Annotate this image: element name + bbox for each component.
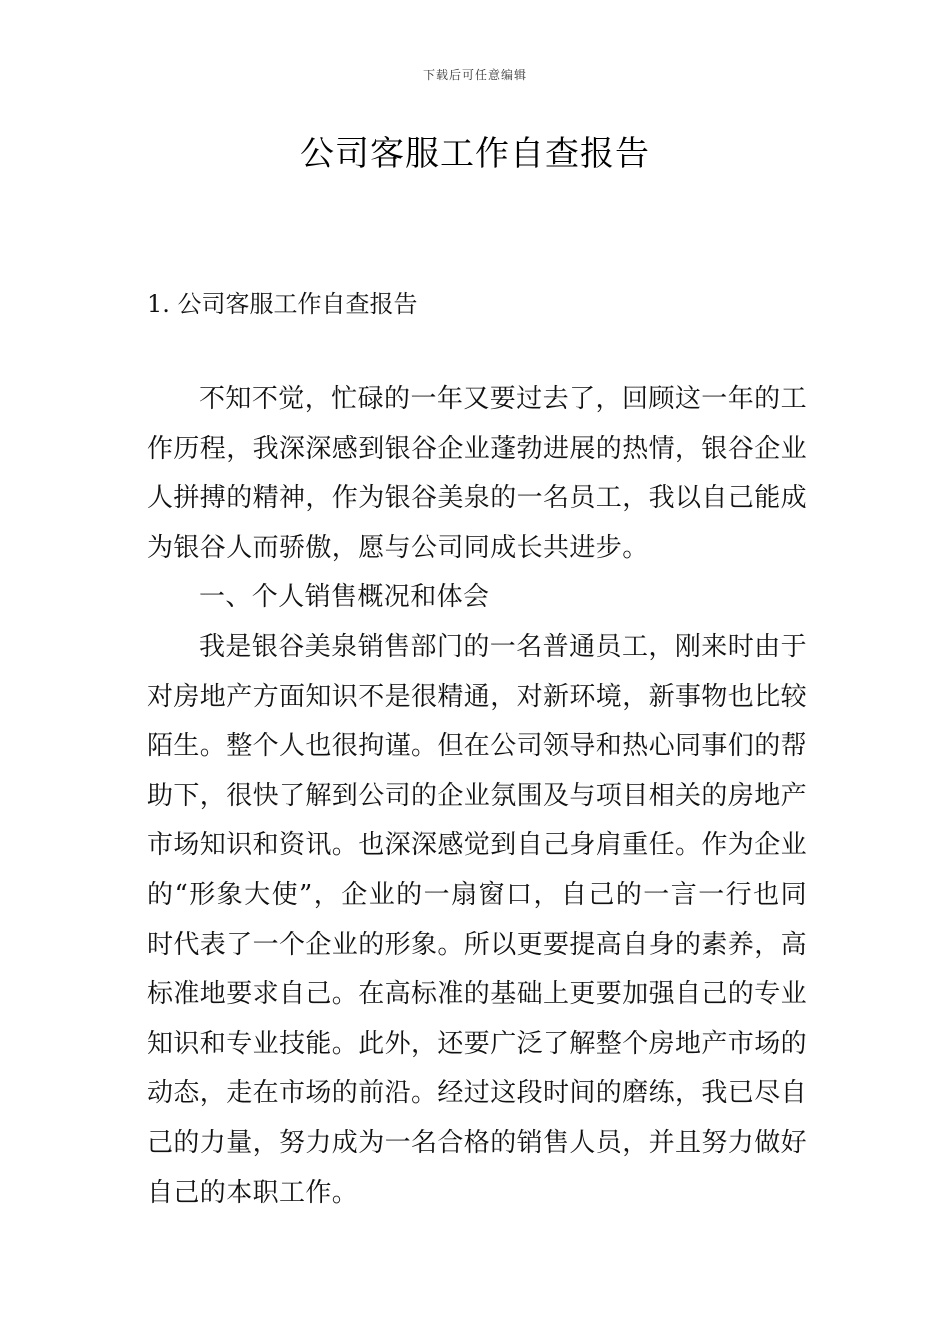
body-text (147, 375, 807, 1218)
paragraph-sales-overview: 我是银谷美泉销售部门的一名普通员工，刚来时由于对房地产方面知识不是很精通，对新环境，新事物也比较陌生。整个人也很拘谨。但在公司领导和热心同事们的帮助下，很快了解到公司的企业氛围及与项目相关的房地产市场知识和资讯。也深深感觉到自己身肩重任。作为企业的“形象大使”，企业的一扇窗口，自己的一言一行也同时代表了一个企业的形象。所以更要提高自身的素养，高标准地要求自己。在高标准的基础上更要加强自己的专业知识和专业技能。此外，还要广泛了解整个房地产市场的动态，走在市场的前沿。经过这段时间的磨练，我已尽自己的力量，努力成为一名合格的销售人员，并且努力做好自己的本职工作。 (147, 631, 808, 1208)
paragraph-intro: 不知不觉，忙碌的一年又要过去了，回顾这一年的工作历程，我深深感到银谷企业蓬勃进展的热情，银谷企业人拼搏的精神，作为银谷美泉的一名员工，我以自己能成为银谷人而骄傲，愿与公司同成长共进步。 (147, 384, 808, 563)
paragraph-subheading: 一、个人销售概况和体会 (199, 582, 490, 613)
section-heading: 1. 公司客服工作自查报告 (147, 290, 418, 318)
header-note: 下载后可任意编辑 (422, 68, 527, 82)
document-title: 公司客服工作自查报告 (300, 134, 650, 174)
